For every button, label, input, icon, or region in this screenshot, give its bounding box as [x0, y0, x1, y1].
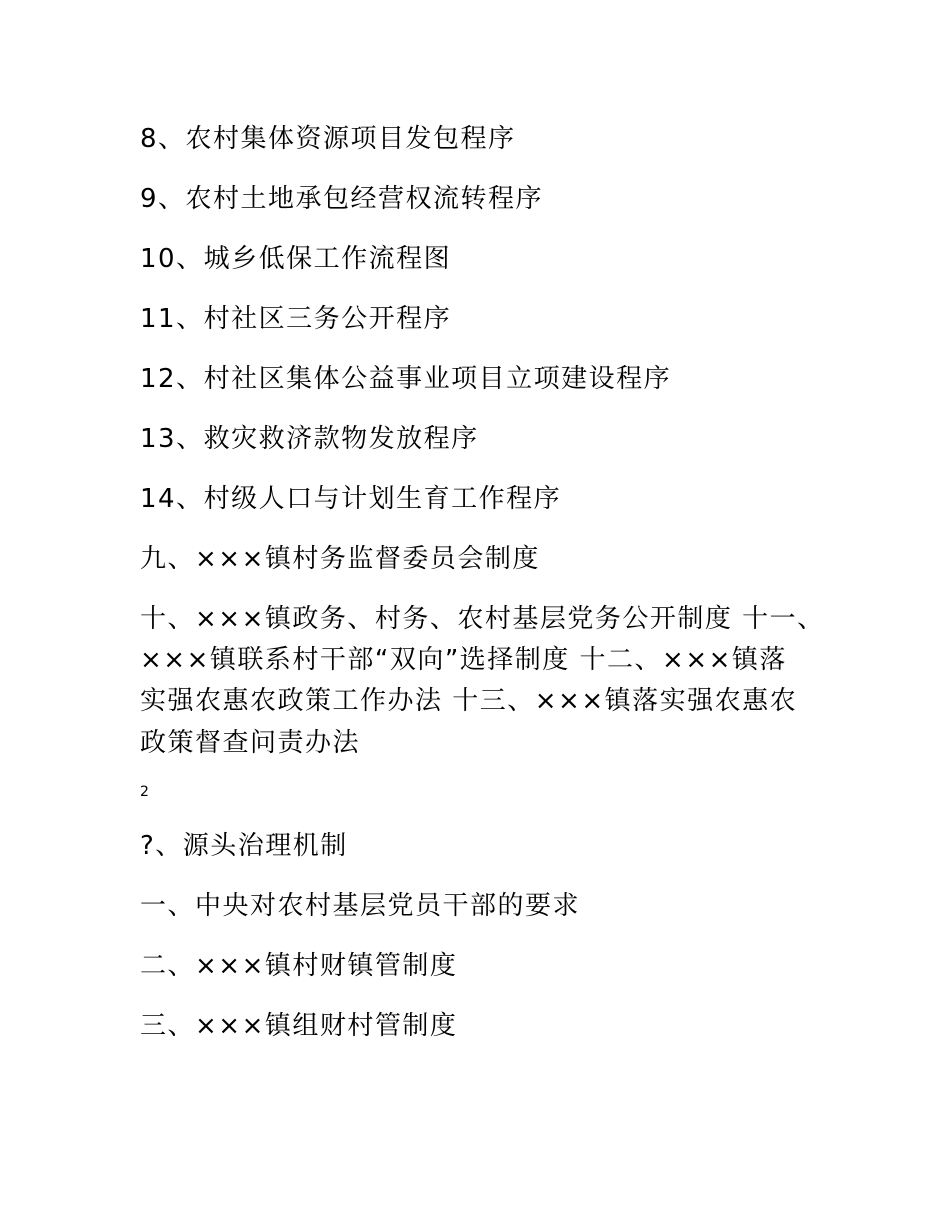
list-item: 11、村社区三务公开程序 — [140, 304, 452, 334]
list-item: 10、城乡低保工作流程图 — [140, 244, 452, 274]
section-heading: ?、源头治理机制 — [140, 831, 348, 861]
list-item: 三、×××镇组财村管制度 — [140, 1011, 458, 1041]
list-item: 12、村社区集体公益事业项目立项建设程序 — [140, 364, 672, 394]
list-item: 九、×××镇村务监督委员会制度 — [140, 544, 540, 574]
list-item: 9、农村土地承包经营权流转程序 — [140, 184, 544, 214]
paragraph-line: 政策督查问责办法 — [140, 728, 361, 758]
list-item: 14、村级人口与计划生育工作程序 — [140, 484, 562, 514]
list-item: 一、中央对农村基层党员干部的要求 — [140, 891, 581, 921]
list-item: 13、救灾救济款物发放程序 — [140, 424, 479, 454]
paragraph-line: ×××镇联系村干部“双向”选择制度 十二、×××镇落 — [140, 645, 787, 675]
list-item: 8、农村集体资源项目发包程序 — [140, 124, 516, 154]
list-item: 二、×××镇村财镇管制度 — [140, 951, 458, 981]
paragraph-line: 实强农惠农政策工作办法 十三、×××镇落实强农惠农 — [140, 686, 798, 716]
page-number: 2 — [140, 784, 149, 800]
paragraph-line: 十、×××镇政务、村务、农村基层党务公开制度 十一、 — [140, 604, 825, 634]
